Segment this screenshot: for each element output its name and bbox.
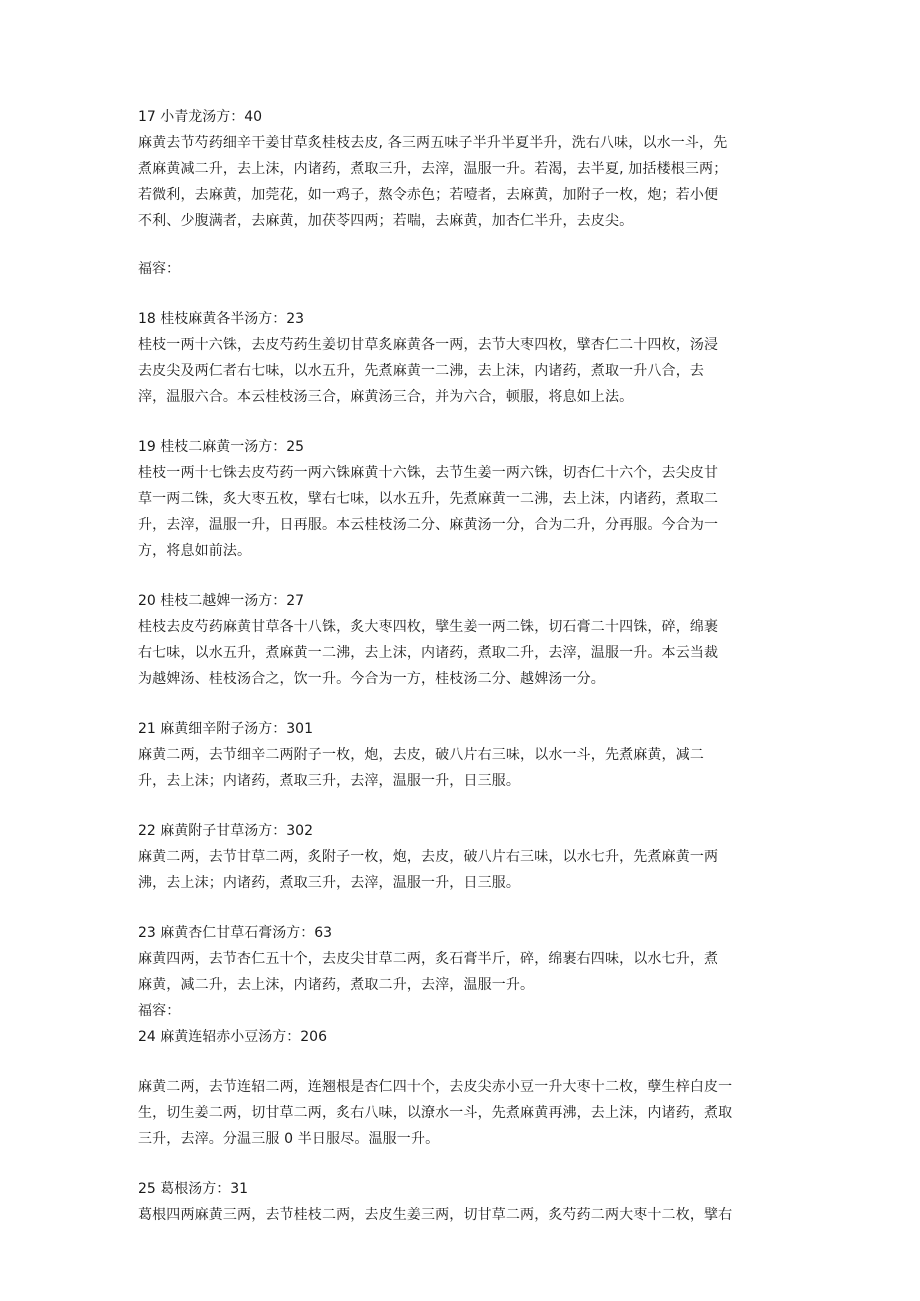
text-line: 麻黄二两，去节细辛二两附子一枚，炮，去皮，破八片右三味，以水一斗，先煮麻黄，减二 (138, 747, 704, 763)
text-line: 麻黄四两，去节杏仁五十个，去皮尖甘草二两，炙石膏半斤，碎，绵裹右四味，以水七升，煮 (138, 951, 719, 967)
text-line: 福容： (138, 1003, 181, 1019)
section-25 (138, 1176, 798, 1228)
text-line: 升，去滓，温服一升，日再服。本云桂枝汤二分、麻黄汤一分，合为二升，分再服。今合为一 (138, 517, 719, 533)
section-title: 23 麻黄杏仁甘草石膏汤方：63 (138, 925, 333, 941)
text-line: 麻黄二两，去节甘草二两，炙附子一枚，炮，去皮，破八片右三味，以水七升，先煮麻黄一两 (138, 849, 719, 865)
text-line: 葛根四两麻黄三两，去节桂枝二两，去皮生姜三两，切甘草二两，炙芍药二两大枣十二枚，擘右 (138, 1207, 733, 1223)
text-line: 煮麻黄减二升，去上沫，内诸药，煮取三升，去滓，温服一升。若渴，去半夏, 加括楼根三两； (138, 161, 728, 177)
text-line: 不利、少腹满者，去麻黄，加茯苓四两；若喘，去麻黄，加杏仁半升，去皮尖。 (138, 213, 634, 229)
text-line: 右七味，以水五升，煮麻黄一二沸，去上沫，内诸药，煮取二升，去滓，温服一升。本云当裁 (138, 645, 719, 661)
text-line: 为越婢汤、桂枝汤合之，饮一升。今合为一方，桂枝汤二分、越婢汤一分。 (138, 671, 605, 687)
section-title: 24 麻黄连轺赤小豆汤方：206 (138, 1029, 327, 1045)
text-line: 麻黄去节芍药细辛干姜甘草炙桂枝去皮, 各三两五味子半升半夏半升，洗右八味，以水一斗，先 (138, 135, 728, 151)
section-title: 20 桂枝二越婢一汤方：27 (138, 593, 305, 609)
section-title: 22 麻黄附子甘草汤方：302 (138, 823, 313, 839)
text-line: 生，切生姜二两，切甘草二两，炙右八味，以潦水一斗，先煮麻黄再沸，去上沫，内诸药，煮取 (138, 1105, 733, 1121)
text-line: 升，去上沫；内诸药，煮取三升，去滓，温服一升，日三服。 (138, 773, 521, 789)
section-23 (138, 920, 798, 1024)
section-title: 18 桂枝麻黄各半汤方：23 (138, 311, 305, 327)
document-page (138, 104, 798, 1228)
section-title: 21 麻黄细辛附子汤方：301 (138, 721, 313, 737)
text-line: 方，将息如前法。 (138, 543, 252, 559)
text-line: 三升，去滓。分温三服 0 半日服尽。温服一升。 (138, 1131, 440, 1147)
section-19 (138, 434, 798, 564)
section-24 (138, 1024, 798, 1152)
section-title: 25 葛根汤方：31 (138, 1181, 249, 1197)
section-title: 17 小青龙汤方：40 (138, 109, 263, 125)
text-line: 麻黄二两，去节连轺二两，连翘根是杏仁四十个，去皮尖赤小豆一升大枣十二枚，孽生梓白皮一 (138, 1079, 733, 1095)
text-line: 桂枝去皮芍药麻黄甘草各十八铢，炙大枣四枚，擘生姜一两二铢，切石膏二十四铢，碎，绵裹 (138, 619, 719, 635)
section-title: 19 桂枝二麻黄一汤方：25 (138, 439, 305, 455)
section-21 (138, 716, 798, 794)
section-title: 福容： (138, 261, 180, 277)
section-20 (138, 588, 798, 692)
section-22 (138, 818, 798, 896)
text-line: 麻黄，减二升，去上沫，内诸药，煮取二升，去滓，温服一升。 (138, 977, 535, 993)
text-line: 沸，去上沫；内诸药，煮取三升，去滓，温服一升，日三服。 (138, 875, 521, 891)
text-line: 桂枝一两十六铢，去皮芍药生姜切甘草炙麻黄各一两，去节大枣四枚，擘杏仁二十四枚，汤浸 (138, 337, 719, 353)
text-line: 滓，温服六合。本云桂枝汤三合，麻黄汤三合，并为六合，顿服，将息如上法。 (138, 389, 634, 405)
section-17 (138, 104, 798, 234)
text-line: 去皮尖及两仁者右七味，以水五升，先煮麻黄一二沸，去上沫，内诸药，煮取一升八合，去 (138, 363, 704, 379)
text-line: 桂枝一两十七铢去皮芍药一两六铢麻黄十六铢，去节生姜一两六铢，切杏仁十六个，去尖皮甘 (138, 465, 719, 481)
section-18 (138, 306, 798, 410)
text-line: 草一两二铢，炙大枣五枚，擘右七味，以水五升，先煮麻黄一二沸，去上沫，内诸药，煮取二 (138, 491, 719, 507)
text-line: 若微利，去麻黄，加莞花，如一鸡子，熬令赤色；若噎者，去麻黄，加附子一枚，炮；若小便 (138, 187, 719, 203)
